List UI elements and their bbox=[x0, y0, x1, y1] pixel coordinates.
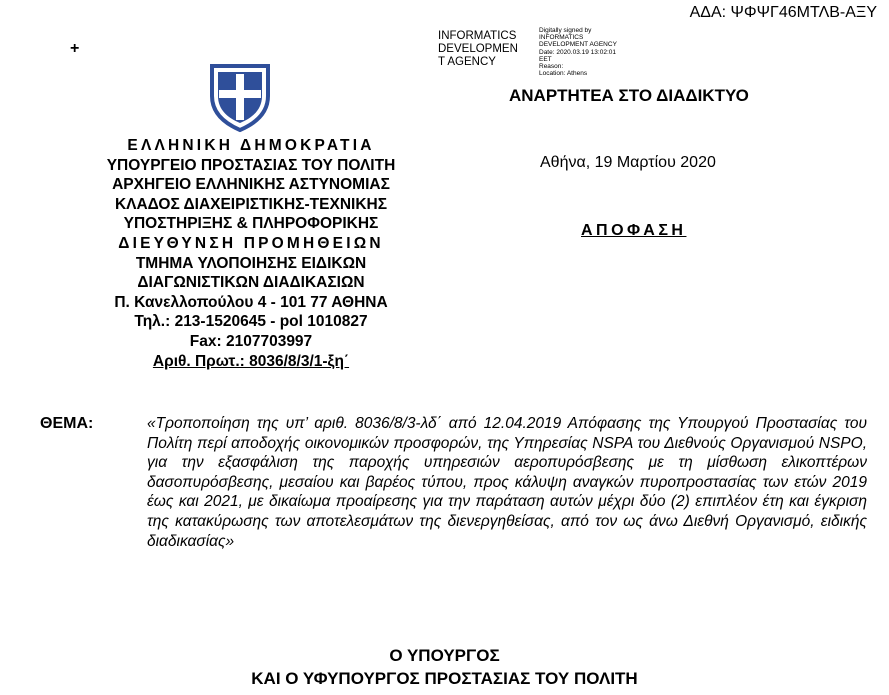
header-line-phone: Τηλ.: 213-1520645 - pol 1010827 bbox=[134, 313, 368, 331]
signature-detail-line: EET bbox=[539, 55, 552, 63]
protocol-number: Αριθ. Πρωτ.: 8036/8/3/1-ξη΄ bbox=[152, 352, 350, 370]
digital-signature-org bbox=[438, 30, 538, 69]
signature-detail-line: DEVELOPMENT AGENCY bbox=[539, 41, 617, 49]
signature-detail-line: INFORMATICS bbox=[539, 34, 584, 42]
header-line-ministry: ΥΠΟΥΡΓΕΙΟ ΠΡΟΣΤΑΣΙΑΣ ΤΟΥ ΠΟΛΙΤΗ bbox=[106, 156, 396, 174]
header-line-fax: Fax: 2107703997 bbox=[189, 332, 313, 350]
subject-label: ΘΕΜΑ: bbox=[40, 415, 94, 432]
signature-detail-line: Reason: bbox=[539, 63, 564, 71]
document-date: Αθήνα, 19 Μαρτίου 2020 bbox=[540, 154, 716, 171]
header-line-support: ΥΠΟΣΤΗΡΙΞΗΣ & ΠΛΗΡΟΦΟΡΙΚΗΣ bbox=[123, 215, 379, 233]
greek-coat-of-arms-icon bbox=[204, 60, 276, 134]
header-line-police-hq: ΑΡΧΗΓΕΙΟ ΕΛΛΗΝΙΚΗΣ ΑΣΤΥΝΟΜΙΑΣ bbox=[112, 176, 390, 194]
plus-mark: + bbox=[70, 40, 80, 57]
header-line-department: ΤΜΗΜΑ ΥΛΟΠΟΙΗΣΗΣ ΕΙΔΙΚΩΝ bbox=[135, 254, 367, 272]
signature-detail-line: Date: 2020.03.19 13:02:01 bbox=[539, 48, 616, 56]
digital-signature-details bbox=[539, 27, 649, 77]
signer-title-deputy: ΚΑΙ Ο ΥΦΥΠΟΥΡΓΟΣ ΠΡΟΣΤΑΣΙΑΣ ΤΟΥ ΠΟΛΙΤΗ bbox=[251, 669, 638, 688]
publish-label: ΑΝΑΡΤΗΤΕΑ ΣΤΟ ΔΙΑΔΙΚΤΥΟ bbox=[509, 86, 749, 105]
signer-title: Ο ΥΠΟΥΡΓΟΣ bbox=[389, 646, 500, 665]
signature-org-line: T AGENCY bbox=[438, 56, 496, 68]
ada-code: ΑΔΑ: ΨΦΨΓ46ΜΤΛΒ-ΑΞΥ bbox=[689, 4, 877, 21]
subject-text: «Τροποποίηση της υπ’ αριθ. 8036/8/3-λδ΄ από 12.04.2019 Απόφασης της Υπουργού Προστασίας του Πολίτη περί αποδοχής οικονομικών προσφορών, της Υπηρεσίας NSPA του Διεθνούς Οργανισμού NSPO, για την εξασφάλιση της παροχής υπηρεσιών αεροπυρόσβεσης με τη μίσθωση ελικοπτέρων δασοπυρόσβεσης, μεσαίου και βαρέος τύπου, προς κάλυψη αναγκών πυροπροστασίας των ετών 2019 έως και 2021, με δικαίωμα προαίρεσης για την παράταση αυτών μέχρι δύο (2) επιπλέον έτη και έγκριση της κατακύρωσης των αποτελεσμάτων της διενεργηθείσας, από τον ως άνω Διεθνή Οργανισμό, ειδικής διαδικασίας» bbox=[147, 415, 867, 550]
header-line-directorate: ΔΙΕΥΘΥΝΣΗ ΠΡΟΜΗΘΕΙΩΝ bbox=[118, 234, 384, 252]
decision-title: ΑΠΟΦΑΣΗ bbox=[581, 222, 687, 239]
signature-detail-line: Digitally signed by bbox=[539, 27, 592, 34]
signature-org-line: INFORMATICS bbox=[438, 30, 517, 42]
header-line-department-2: ΔΙΑΓΩΝΙΣΤΙΚΩΝ ΔΙΑΔΙΚΑΣΙΩΝ bbox=[137, 274, 365, 292]
signature-org-line: DEVELOPMEN bbox=[438, 43, 518, 55]
header-line-republic: ΕΛΛΗΝΙΚΗ ΔΗΜΟΚΡΑΤΙΑ bbox=[127, 137, 375, 154]
issuing-authority-header bbox=[40, 136, 462, 371]
header-line-address: Π. Κανελλοπούλου 4 - 101 77 ΑΘΗΝΑ bbox=[114, 293, 388, 311]
header-line-branch: ΚΛΑΔΟΣ ΔΙΑΧΕΙΡΙΣΤΙΚΗΣ-ΤΕΧΝΙΚΗΣ bbox=[114, 195, 388, 213]
signature-detail-line: Location: Athens bbox=[539, 70, 588, 78]
